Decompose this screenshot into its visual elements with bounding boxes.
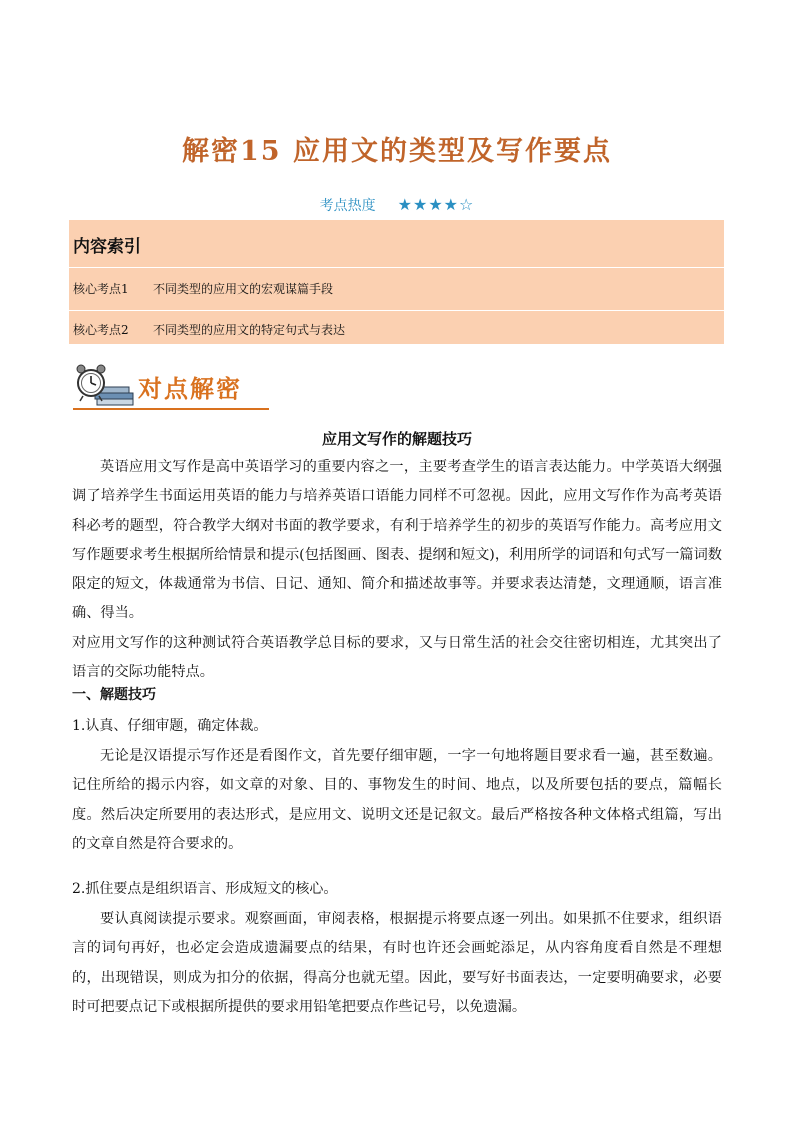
banner-text: 对点解密 xyxy=(138,375,242,403)
hotness-stars: ★★★★☆ xyxy=(397,195,475,214)
index-item-label: 核心考点2 xyxy=(73,323,129,337)
index-heading: 内容索引 xyxy=(73,237,141,257)
point-2-title: 2.抓住要点是组织语言、形成短文的核心。 xyxy=(72,881,338,897)
banner-underline xyxy=(73,408,269,410)
index-item-text: 不同类型的应用文的特定句式与表达 xyxy=(153,323,346,337)
clock-books-icon xyxy=(73,363,137,409)
intro-paragraph-continued: 对应用文写作的这种测试符合英语教学总目标的要求，又与日常生活的社会交往密切相连，尤其突出了语言的交际功能特点。 xyxy=(72,635,722,681)
intro-paragraph: 英语应用文写作是高中英语学习的重要内容之一，主要考查学生的语言表达能力。中学英语大纲强调了培养学生书面运用英语的能力与培养英语口语能力同样不可忽视。因此，应用文写作作为高考英语科必考的题型，符合教学大纲对书面的教学要求，有利于培养学生的初步的英语写作能力。高考应用文写作题要求考生根据所给情景和提示(包括图画、图表、提纲和短文)，利用所学的词语和句式写一篇词数限定的短文，体裁通常为书信、日记、通知、简介和描述故事等。并要求表达清楚，文理通顺，语言准确、得当。 xyxy=(72,459,722,622)
content-index xyxy=(69,220,724,344)
heading-1: 一、解题技巧 xyxy=(72,687,156,703)
point-1-title: 1.认真、仔细审题，确定体裁。 xyxy=(72,718,268,734)
index-header xyxy=(69,220,724,268)
section-title: 应用文写作的解题技巧 xyxy=(321,430,472,448)
hotness-row xyxy=(0,195,794,215)
point-1-body: 无论是汉语提示写作还是看图作文，首先要仔细审题，一字一句地将题目要求看一遍，甚至数遍。记住所给的揭示内容，如文章的对象、目的、事物发生的时间、地点，以及所要包括的要点，篇幅长度。然后决定所要用的表达形式，是应用文、说明文还是记叙文。最后严格按各种文体格式组篇，写出的文章自然是符合要求的。 xyxy=(72,748,722,852)
section-banner xyxy=(73,363,273,413)
index-item xyxy=(69,270,724,311)
index-item-text: 不同类型的应用文的宏观谋篇手段 xyxy=(153,282,334,296)
point-2-body: 要认真阅读提示要求。观察画面，审阅表格，根据提示将要点逐一列出。如果抓不住要求，组织语言的词句再好，也必定会造成遗漏要点的结果，有时也许还会画蛇添足，从内容角度看自然是不理想的，出现错误，则成为扣分的依据，得高分也就无望。因此，要写好书面表达，一定要明确要求，必要时可把要点记下或根据所提供的要求用铅笔把要点作些记号，以免遗漏。 xyxy=(72,911,722,1015)
index-item-label: 核心考点1 xyxy=(73,282,129,296)
hotness-label: 考点热度 xyxy=(319,198,376,214)
page-title: 解密15 应用文的类型及写作要点 xyxy=(182,136,612,167)
index-item xyxy=(69,311,724,351)
